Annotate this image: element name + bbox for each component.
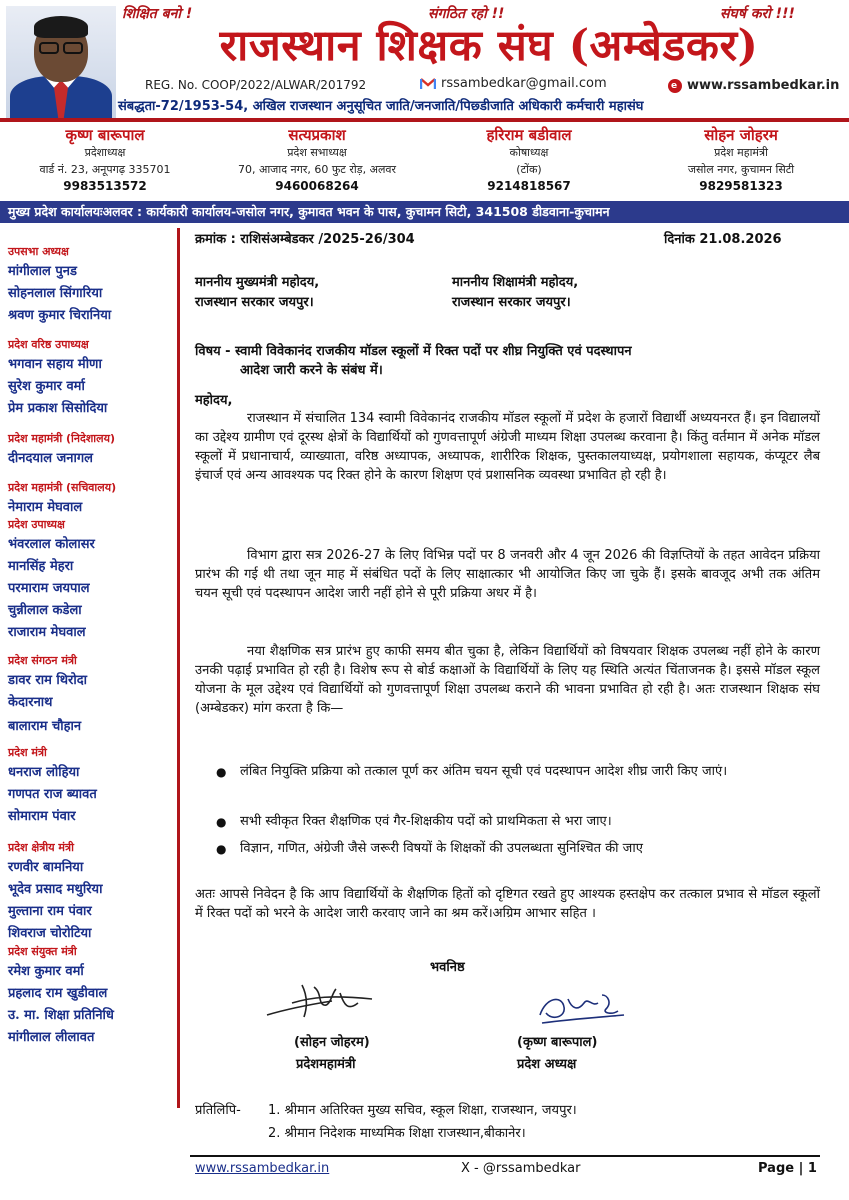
website-text[interactable]: www.rssambedkar.in [687,78,840,93]
signatory-right-post: प्रदेश अध्यक्ष [517,1057,577,1072]
subject-line-2: आदेश जारी करने के संबंध में। [240,363,383,378]
addressee-line: माननीय शिक्षामंत्री महोदय, [452,275,579,290]
slogan-1: शिक्षित बनो ! [122,6,193,22]
officer-general-secretary [636,127,846,195]
sidebar-name: परमाराम जयपाल [8,581,90,596]
sidebar-name: उ. मा. शिक्षा प्रतिनिधि [8,1008,114,1023]
email-contact[interactable] [420,76,607,91]
officer-address: जसोल नगर, कुचामन सिटी [687,163,795,176]
demand-text: लंबित नियुक्ति प्रक्रिया को तत्काल पूर्ण कर अंतिम चयन सूची एवं पदस्थापन आदेश शीघ्र जारी किए जाएं। [240,764,728,779]
officer-name: सोहन जोहरम [704,126,778,144]
sidebar-heading: प्रदेश वरिष्ठ उपाध्यक्ष [8,338,89,351]
officer-address: (टोंक) [516,163,542,176]
officer-phone: 9983513572 [63,179,147,193]
demand-item [216,763,820,782]
sidebar-name: सोहनलाल सिंगारिया [8,286,103,301]
sidebar-heading: उपसभा अध्यक्ष [8,245,69,258]
sidebar-name: रमेश कुमार वर्मा [8,964,84,979]
copy-label: प्रतिलिपि- [195,1103,241,1118]
sidebar-name: मानसिंह मेहरा [8,559,74,574]
demand-item [216,813,820,832]
email-text[interactable]: rssambedkar@gmail.com [441,76,607,91]
paragraph-2 [195,547,820,604]
officer-post: कोषाध्यक्ष [509,146,549,159]
paragraph-1-text: राजस्थान में संचालित 134 स्वामी विवेकानंद राजकीय मॉडल स्कूलों में प्रदेश के हजारों विद्यार्थी अध्ययनरत हैं। इन विद्यालयों का उद्देश्य ग्रामीण एवं दूरस्थ क्षेत्रों के विद्यार्थियों को गुणवत्तापूर्ण अंग्रेजी माध्यम शिक्षा उपलब्ध करवाना है। किंतु वर्तमान में अनेक मॉडल स्कूलों में प्रधानाचार्य, व्याख्याता, वरिष्ठ अध्यापक, अध्यापक, शारीरिक शिक्षक, पुस्तकालयाध्यक्ष, प्रयोगशाला सहायक, कंप्यूटर लैब इंचार्ज एवं अन्य आवश्यक पद रिक्त होने के कारण शिक्षण एवं प्रशासनिक व्यवस्था प्रभावित हो रही है। [195,411,820,483]
sidebar-office-bearers [0,228,180,1108]
officer-address: 70, आजाद नगर, 60 फुट रोड़, अलवर [237,163,397,176]
sidebar-name: राजाराम मेघवाल [8,625,86,640]
sidebar-name: प्रहलाद राम खुडीवाल [8,986,108,1001]
sidebar-name: श्रवण कुमार चिरानिया [8,308,112,323]
signatory-left-post: प्रदेशमहामंत्री [296,1057,356,1072]
registration-number: REG. No. COOP/2022/ALWAR/201792 [145,78,367,92]
paragraph-2-text: विभाग द्वारा सत्र 2026-27 के लिए विभिन्न पदों पर 8 जनवरी और 4 जून 2026 की विज्ञप्तियों के तहत आवेदन प्रक्रिया प्रारंभ की गई थी तथा जून माह में संबंधित पदों के लिए साक्षात्कार भी आयोजित किए जा चुके हैं। इसके बावजूद अभी तक अंतिम चयन सूची एवं पदस्थापन आदेश जारी नहीं होने से पूरी प्रक्रिया अधर में है। [195,548,820,601]
officer-chairman [212,127,422,195]
sidebar-heading: प्रदेश महामंत्री (निदेशालय) [8,432,116,445]
page-number: Page | 1 [758,1161,817,1176]
sidebar-heading: प्रदेश संयुक्त मंत्री [8,945,77,958]
sidebar-name: मांगीलाल लीलावत [8,1030,95,1045]
addressee-line: राजस्थान सरकार जयपुर। [452,295,571,310]
officer-phone: 9460068264 [275,179,359,193]
sidebar-name: केदारनाथ [8,695,53,710]
slogan-2: संगठित रहो !! [428,6,505,22]
officer-address: वार्ड नं. 23, अनूपगढ़ 335701 [39,163,171,176]
sidebar-heading: प्रदेश क्षेत्रीय मंत्री [8,841,74,854]
officer-phone: 9829581323 [699,179,783,193]
addressee-line: राजस्थान सरकार जयपुर। [195,295,314,310]
organization-title: राजस्थान शिक्षक संघ (अम्बेडकर) [219,21,759,71]
subject-line-1: विषय - स्वामी विवेकानंद राजकीय मॉडल स्कूलों में रिक्त पदों पर शीघ्र नियुक्ति एवं पदस्थापन [195,344,632,359]
office-address-bar: मुख्य प्रदेश कार्यालयःअलवर : कार्यकारी कार्यालय-जसोल नगर, कुमावत भवन के पास, कुचामन सिटी, 341508 डीडवाना-कुचामन [0,201,849,223]
web-icon: e [668,79,682,93]
officer-post: प्रदेशाध्यक्ष [84,146,126,159]
paragraph-1 [195,410,820,486]
sidebar-name: भंवरलाल कोलासर [8,537,95,552]
sign-off: भवनिष्ठ [430,960,465,975]
bullet-icon: ● [216,765,227,779]
paragraph-3-text: नया शैक्षणिक सत्र प्रारंभ हुए काफी समय बीत चुका है, लेकिन विद्यार्थियों को विषयवार शिक्षक उपलब्ध नहीं होने के कारण उनकी पढ़ाई प्रभावित हो रही है। विशेष रूप से बोर्ड कक्षाओं के विद्यार्थियों के लिए यह स्थिति अत्यंत चिंताजनक है। इससे मॉडल स्कूल योजना के मूल उद्देश्य एवं विद्यार्थियों को गुणवत्तापूर्ण शिक्षा उपलब्ध कराने की भावना प्रभावित हो रही है। अतः राजस्थान शिक्षक संघ (अम्बेडकर) मांग करता है कि— [195,644,820,716]
bullet-icon: ● [216,815,227,829]
ambedkar-portrait [6,6,116,118]
sidebar-name: सोमाराम पंवार [8,809,76,824]
affiliation-line: संबद्धता-72/1953-54, अखिल राजस्थान अनुसूचित जाति/जनजाति/पिछ्डीजाति अधिकारी कर्मचारी महासंघ [118,99,644,114]
sidebar-name: डावर राम थिरोदा [8,673,88,688]
sidebar-heading: प्रदेश मंत्री [8,746,47,759]
sidebar-name: मांगीलाल पुनड [8,264,77,279]
addressee-education-minister [452,273,578,313]
signatory-right-name: (कृष्ण बारूपाल) [517,1035,598,1050]
closing-paragraph: अतः आपसे निवेदन है कि आप विद्यार्थियों के शैक्षणिक हितों को दृष्टिगत रखते हुए आश्यक हस्तक्षेप कर तत्काल प्रभाव से मॉडल स्कूलों में रिक्त पदों को भरने के आदेश जारी करवाए जाने का श्रम करें।अग्रिम आभार सहित । [195,887,820,921]
officer-president [0,127,210,195]
sidebar-name: रणवीर बामनिया [8,860,84,875]
demand-text: विज्ञान, गणित, अंग्रेजी जैसे जरूरी विषयों के शिक्षकों की उपलब्धता सुनिश्चित की जाए [240,841,643,856]
paragraph-3 [195,643,820,719]
sidebar-heading: प्रदेश उपाध्यक्ष [8,518,65,531]
sidebar-heading: प्रदेश महामंत्री (सचिवालय) [8,481,117,494]
officer-phone: 9214818567 [487,179,571,193]
sidebar-name: बालाराम चौहान [8,719,82,734]
officer-treasurer [424,127,634,195]
sidebar-name: भूदेव प्रसाद मथुरिया [8,882,103,897]
addressee-chief-minister [195,273,319,313]
reference-number: क्रमांक : राशिसंअम्बेडकर /2025-26/304 [195,232,415,247]
signatory-left-name: (सोहन जोहरम) [294,1035,370,1050]
sidebar-name: नेमाराम मेघवाल [8,500,83,515]
footer-website-link[interactable]: www.rssambedkar.in [195,1161,330,1176]
sidebar-name: मुल्ताना राम पंवार [8,904,92,919]
footer-divider [190,1155,820,1157]
footer-x-handle: X - @rssambedkar [461,1161,581,1176]
letter-date: दिनांक 21.08.2026 [664,232,782,247]
slogan-3: संघर्ष करो !!! [720,6,795,22]
signature-sohan-joharam [262,975,382,1025]
gmail-icon [420,78,436,90]
officer-post: प्रदेश महामंत्री [714,146,768,159]
salutation: महोदय, [195,393,233,408]
copy-recipient: 1. श्रीमान अतिरिक्त मुख्य सचिव, स्कूल शिक्षा, राजस्थान, जयपुर। [268,1103,577,1118]
officer-post: प्रदेश सभाध्यक्ष [287,146,347,159]
sidebar-name: गणपत राज ब्यावत [8,787,97,802]
demand-text: सभी स्वीकृत रिक्त शैक्षणिक एवं गैर-शिक्षकीय पदों को प्राथमिकता से भरा जाए। [240,814,612,829]
copy-recipient: 2. श्रीमान निदेशक माध्यमिक शिक्षा राजस्थान,बीकानेर। [268,1126,526,1141]
demand-item [216,840,820,859]
signature-krishan-barupal [532,985,632,1030]
sidebar-heading: प्रदेश संगठन मंत्री [8,654,77,667]
website-contact[interactable] [668,78,839,93]
officer-name: सत्यप्रकाश [288,126,346,144]
sidebar-name: भगवान सहाय मीणा [8,357,102,372]
addressee-line: माननीय मुख्यमंत्री महोदय, [195,275,320,290]
sidebar-name: धनराज लोहिया [8,765,80,780]
sidebar-name: सुरेश कुमार वर्मा [8,379,85,394]
officer-name: कृष्ण बारूपाल [65,126,145,144]
sidebar-name: दीनदयाल जनागल [8,451,93,466]
sidebar-name: शिवराज चोरोटिया [8,926,92,941]
sidebar-name: प्रेम प्रकाश सिसोदिया [8,401,108,416]
bullet-icon: ● [216,842,227,856]
officer-name: हरिराम बडीवाल [486,126,572,144]
sidebar-name: चुन्नीलाल कडेला [8,603,82,618]
header-divider [0,118,849,122]
